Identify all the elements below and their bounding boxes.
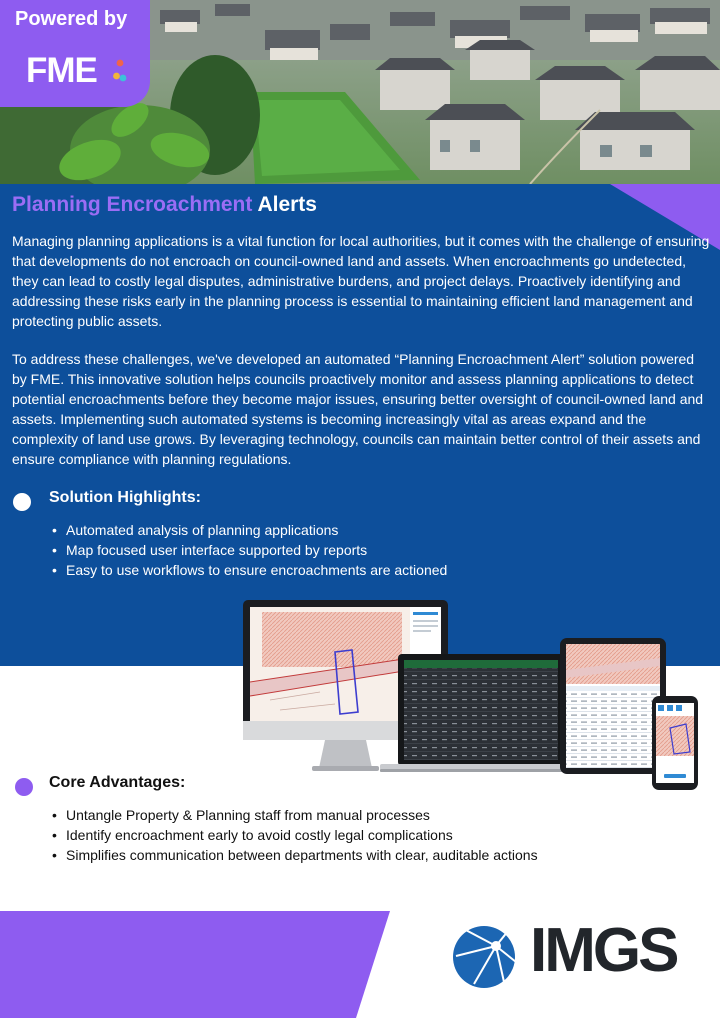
list-item: • Untangle Property & Planning staff from manual processes: [52, 805, 538, 825]
circle-bullet-icon: [15, 778, 33, 796]
solution-highlights-heading: Solution Highlights:: [49, 489, 201, 506]
list-item: • Automated analysis of planning applications: [52, 520, 447, 540]
title-highlight: Planning Encroachment: [12, 193, 253, 216]
fme-dots-icon: [113, 59, 127, 83]
laptop: [380, 654, 582, 772]
circle-bullet-icon: [13, 493, 31, 511]
smartphone: [652, 696, 698, 790]
list-item: • Identify encroachment early to avoid costly legal complications: [52, 825, 538, 845]
imgs-wordmark: IMGS: [530, 916, 677, 985]
intro-paragraph-1: Managing planning applications is a vital function for local authorities, but it comes with the challenge of ensuring that developments do not encroach on council-owned land and assets. When encroachments go undetected, they can lead to costly legal disputes, administrative burdens, and project delays. Proactively identifying and addressing these risks early in the planning process is essential to maintaining efficient land management and protecting public assets.: [12, 233, 710, 329]
core-advantages-heading: Core Advantages:: [49, 774, 186, 791]
list-item: • Map focused user interface supported by reports: [52, 540, 447, 560]
device-mockups-image: [240, 600, 710, 790]
intro-paragraph-2: To address these challenges, we've developed an automated “Planning Encroachment Alert” solution powered by FME. This innovative solution helps councils proactively monitor and assess planning applications to detect potential encroachments before they become major issues, ensuring better oversight of council-owned land and assets. Implementing such automated systems is becoming increasingly vital as areas expand and the complexity of land use grows. By leveraging technology, councils can maintain better control of their assets and ensure compliance with planning regulations.: [12, 351, 704, 467]
fme-dot-top: [117, 60, 124, 67]
solution-highlights-list: [52, 520, 447, 580]
fme-logo: FME: [26, 51, 97, 90]
intro-panel: [0, 184, 720, 666]
tablet: [560, 638, 666, 774]
page-title: [12, 193, 317, 217]
fme-dot-bottom-right: [120, 75, 127, 82]
fme-dot-bottom-left: [113, 73, 120, 80]
list-item: • Easy to use workflows to ensure encroachments are actioned: [52, 560, 447, 580]
list-item: • Simplifies communication between departments with clear, auditable actions: [52, 845, 538, 865]
fme-badge: [0, 0, 150, 107]
title-rest: Alerts: [257, 193, 317, 216]
powered-by-label: Powered by: [15, 8, 128, 30]
footer-purple-band: [0, 911, 400, 1018]
core-advantages-list: [52, 805, 538, 865]
